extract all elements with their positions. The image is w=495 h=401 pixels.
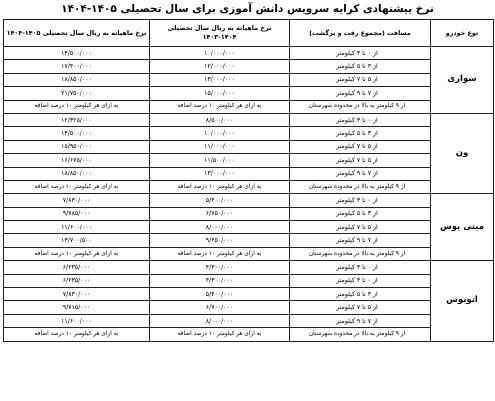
table-row xyxy=(4,207,494,220)
distance-cell: از ۰ تا ۳ کیلومتر xyxy=(290,261,431,274)
new-fare-cell: ۱۲/۳۲۵/۰۰۰ xyxy=(4,113,150,126)
new-fare-cell: ۱۱/۶۰۰/۰۰۰ xyxy=(4,314,150,327)
table-header-row xyxy=(4,20,494,47)
distance-cell: از ۹ کیلومتر به بالا در محدوده شهرستان xyxy=(290,328,431,341)
table-row xyxy=(4,140,494,153)
table-row xyxy=(4,288,494,301)
table-row xyxy=(4,261,494,274)
distance-cell: از ۳ تا ۵ کیلومتر xyxy=(290,127,431,140)
old-fare-cell: ۴/۳۰۰/۰۰۰ xyxy=(150,274,290,287)
table-row xyxy=(4,100,494,113)
distance-cell: از ۳ تا ۵ کیلومتر xyxy=(290,207,431,220)
table-row xyxy=(4,221,494,234)
old-fare-cell: به ازای هر کیلومتر ۱۰ درصد اضافه xyxy=(150,247,290,260)
table-row xyxy=(4,113,494,126)
new-fare-cell: ۱۵/۹۵۰/۰۰۰ xyxy=(4,140,150,153)
new-fare-cell: ۹/۷۱۵/۰۰۰ xyxy=(4,301,150,314)
old-fare-cell: ۶/۷۵۰/۰۰۰ xyxy=(150,207,290,220)
header-old-fare: نرخ ماهیانه به ریال سال تحصیلی ۱۴۰۴-۱۴۰۳ xyxy=(150,20,290,47)
old-fare-cell: ۱۰/۰۰۰/۰۰۰ xyxy=(150,127,290,140)
new-fare-cell: ۱۳/۷۰۰/۵۰۰ xyxy=(4,234,150,247)
old-fare-cell: ۱۱/۰۰۰/۰۰۰ xyxy=(150,140,290,153)
old-fare-cell: به ازای هر کیلومتر ۱۰ درصد اضافه xyxy=(150,100,290,113)
old-fare-cell: ۵/۴۰۰/۰۰۰ xyxy=(150,194,290,207)
new-fare-cell: ۱۸/۸۵۰/۰۰۰ xyxy=(4,167,150,180)
new-fare-cell: ۱۸/۸۵۰/۰۰۰ xyxy=(4,73,150,86)
distance-cell: از ۰ تا ۳ کیلومتر xyxy=(290,47,431,60)
new-fare-cell: ۶/۲۳۵/۰۰۰ xyxy=(4,274,150,287)
old-fare-cell: ۱۱/۵۰۰/۰۰۰ xyxy=(150,154,290,167)
old-fare-cell: ۹/۴۵۰/۰۰۰ xyxy=(150,234,290,247)
new-fare-cell: ۹/۷۸۵/۰۰۰ xyxy=(4,207,150,220)
table-row xyxy=(4,47,494,60)
distance-cell: از ۵ تا ۷ کیلومتر xyxy=(290,73,431,86)
table-row xyxy=(4,60,494,73)
new-fare-cell: به ازای هر کیلومتر ۱۰ درصد اضافه xyxy=(4,180,150,193)
new-fare-cell: به ازای هر کیلومتر ۱۰ درصد اضافه xyxy=(4,247,150,260)
distance-cell: از ۷ تا ۹ کیلومتر xyxy=(290,87,431,100)
new-fare-cell: ۱۱/۶۰۰/۰۰۰ xyxy=(4,221,150,234)
distance-cell: از ۷ تا ۹ کیلومتر xyxy=(290,314,431,327)
page-title: نرخ پیشنهادی کرایه سرویس دانش آموزی برای سال تحصیلی ۱۴۰۵-۱۴۰۴ xyxy=(61,3,434,15)
distance-cell: از ۳ تا ۵ کیلومتر xyxy=(290,288,431,301)
distance-cell: از ۹ کیلومتر به بالا در محدوده شهرستان xyxy=(290,100,431,113)
distance-cell: از ۹ کیلومتر به بالا در محدوده شهرستان xyxy=(290,180,431,193)
table-row xyxy=(4,73,494,86)
old-fare-cell: به ازای هر کیلومتر ۱۰ درصد اضافه xyxy=(150,328,290,341)
distance-cell: از ۵ تا ۷ کیلومتر xyxy=(290,301,431,314)
new-fare-cell: ۱۴/۵۰۰/۰۰۰ xyxy=(4,47,150,60)
distance-cell: از ۵ تا ۷ کیلومتر xyxy=(290,221,431,234)
table-row xyxy=(4,328,494,341)
table-row xyxy=(4,87,494,100)
new-fare-cell: ۲۱/۷۵۰/۰۰۰ xyxy=(4,87,150,100)
old-fare-cell: ۱۵/۰۰۰/۰۰۰ xyxy=(150,87,290,100)
table-row xyxy=(4,234,494,247)
old-fare-cell: ۸/۰۰۰/۰۰۰ xyxy=(150,221,290,234)
table-row xyxy=(4,180,494,193)
document-page xyxy=(0,1,495,401)
old-fare-cell: به ازای هر کیلومتر ۱۰ درصد اضافه xyxy=(150,180,290,193)
distance-cell: از ۰ تا ۳ کیلومتر xyxy=(290,194,431,207)
table-row xyxy=(4,274,494,287)
distance-cell: از ۰ تا ۳ کیلومتر xyxy=(290,113,431,126)
new-fare-cell: ۷/۸۳۰/۰۰۰ xyxy=(4,288,150,301)
new-fare-cell: به ازای هر کیلومتر ۱۰ درصد اضافه xyxy=(4,100,150,113)
old-fare-cell: ۵/۴۰۰/۰۰۰ xyxy=(150,288,290,301)
table-row xyxy=(4,127,494,140)
distance-cell: از ۷ تا ۹ کیلومتر xyxy=(290,234,431,247)
new-fare-cell: ۶/۲۳۵/۰۰۰ xyxy=(4,261,150,274)
old-fare-cell: ۱۳/۰۰۰/۰۰۰ xyxy=(150,73,290,86)
distance-cell: از ۰ تا ۳ کیلومتر xyxy=(290,274,431,287)
old-fare-cell: ۸/۵۰۰/۰۰۰ xyxy=(150,113,290,126)
old-fare-cell: ۶/۷۰۰/۰۰۰ xyxy=(150,301,290,314)
vehicle-type-cell: مینی بوس xyxy=(431,194,494,261)
table-row xyxy=(4,154,494,167)
header-new-fare: نرخ ماهیانه به ریال سال تحصیلی ۱۴۰۵-۱۴۰۴ xyxy=(4,20,150,47)
table-row xyxy=(4,247,494,260)
table-row xyxy=(4,194,494,207)
table-row xyxy=(4,167,494,180)
header-distance: مسافت (مجموع رفت و برگشت) xyxy=(290,20,431,47)
old-fare-cell: ۱۰/۰۰۰/۰۰۰ xyxy=(150,47,290,60)
new-fare-cell: به ازای هر کیلومتر ۱۰ درصد اضافه xyxy=(4,328,150,341)
vehicle-type-cell: اتوبوس xyxy=(431,261,494,341)
header-vehicle: نوع خودرو xyxy=(431,20,494,47)
vehicle-type-cell: ون xyxy=(431,113,494,193)
new-fare-cell: ۷/۸۳۰/۰۰۰ xyxy=(4,194,150,207)
new-fare-cell: ۱۴/۵۰۰/۰۰۰ xyxy=(4,127,150,140)
distance-cell: از ۵ تا ۷ کیلومتر xyxy=(290,140,431,153)
vehicle-type-cell: سواری xyxy=(431,47,494,114)
distance-cell: از ۵ تا ۷ کیلومتر xyxy=(290,154,431,167)
new-fare-cell: ۱۶/۶۷۵/۰۰۰ xyxy=(4,154,150,167)
old-fare-cell: ۱۲/۰۰۰/۰۰۰ xyxy=(150,60,290,73)
fare-table xyxy=(3,19,494,342)
distance-cell: از ۳ تا ۵ کیلومتر xyxy=(290,60,431,73)
distance-cell: از ۹ کیلومتر به بالا در محدوده شهرستان xyxy=(290,247,431,260)
table-row xyxy=(4,301,494,314)
distance-cell: از ۷ تا ۹ کیلومتر xyxy=(290,167,431,180)
new-fare-cell: ۱۷/۴۰۰/۰۰۰ xyxy=(4,60,150,73)
old-fare-cell: ۸/۰۰۰/۰۰۰ xyxy=(150,314,290,327)
fare-table-body xyxy=(4,47,494,342)
table-row xyxy=(4,314,494,327)
old-fare-cell: ۴/۳۰۰/۰۰۰ xyxy=(150,261,290,274)
old-fare-cell: ۱۳/۰۰۰/۰۰۰ xyxy=(150,167,290,180)
